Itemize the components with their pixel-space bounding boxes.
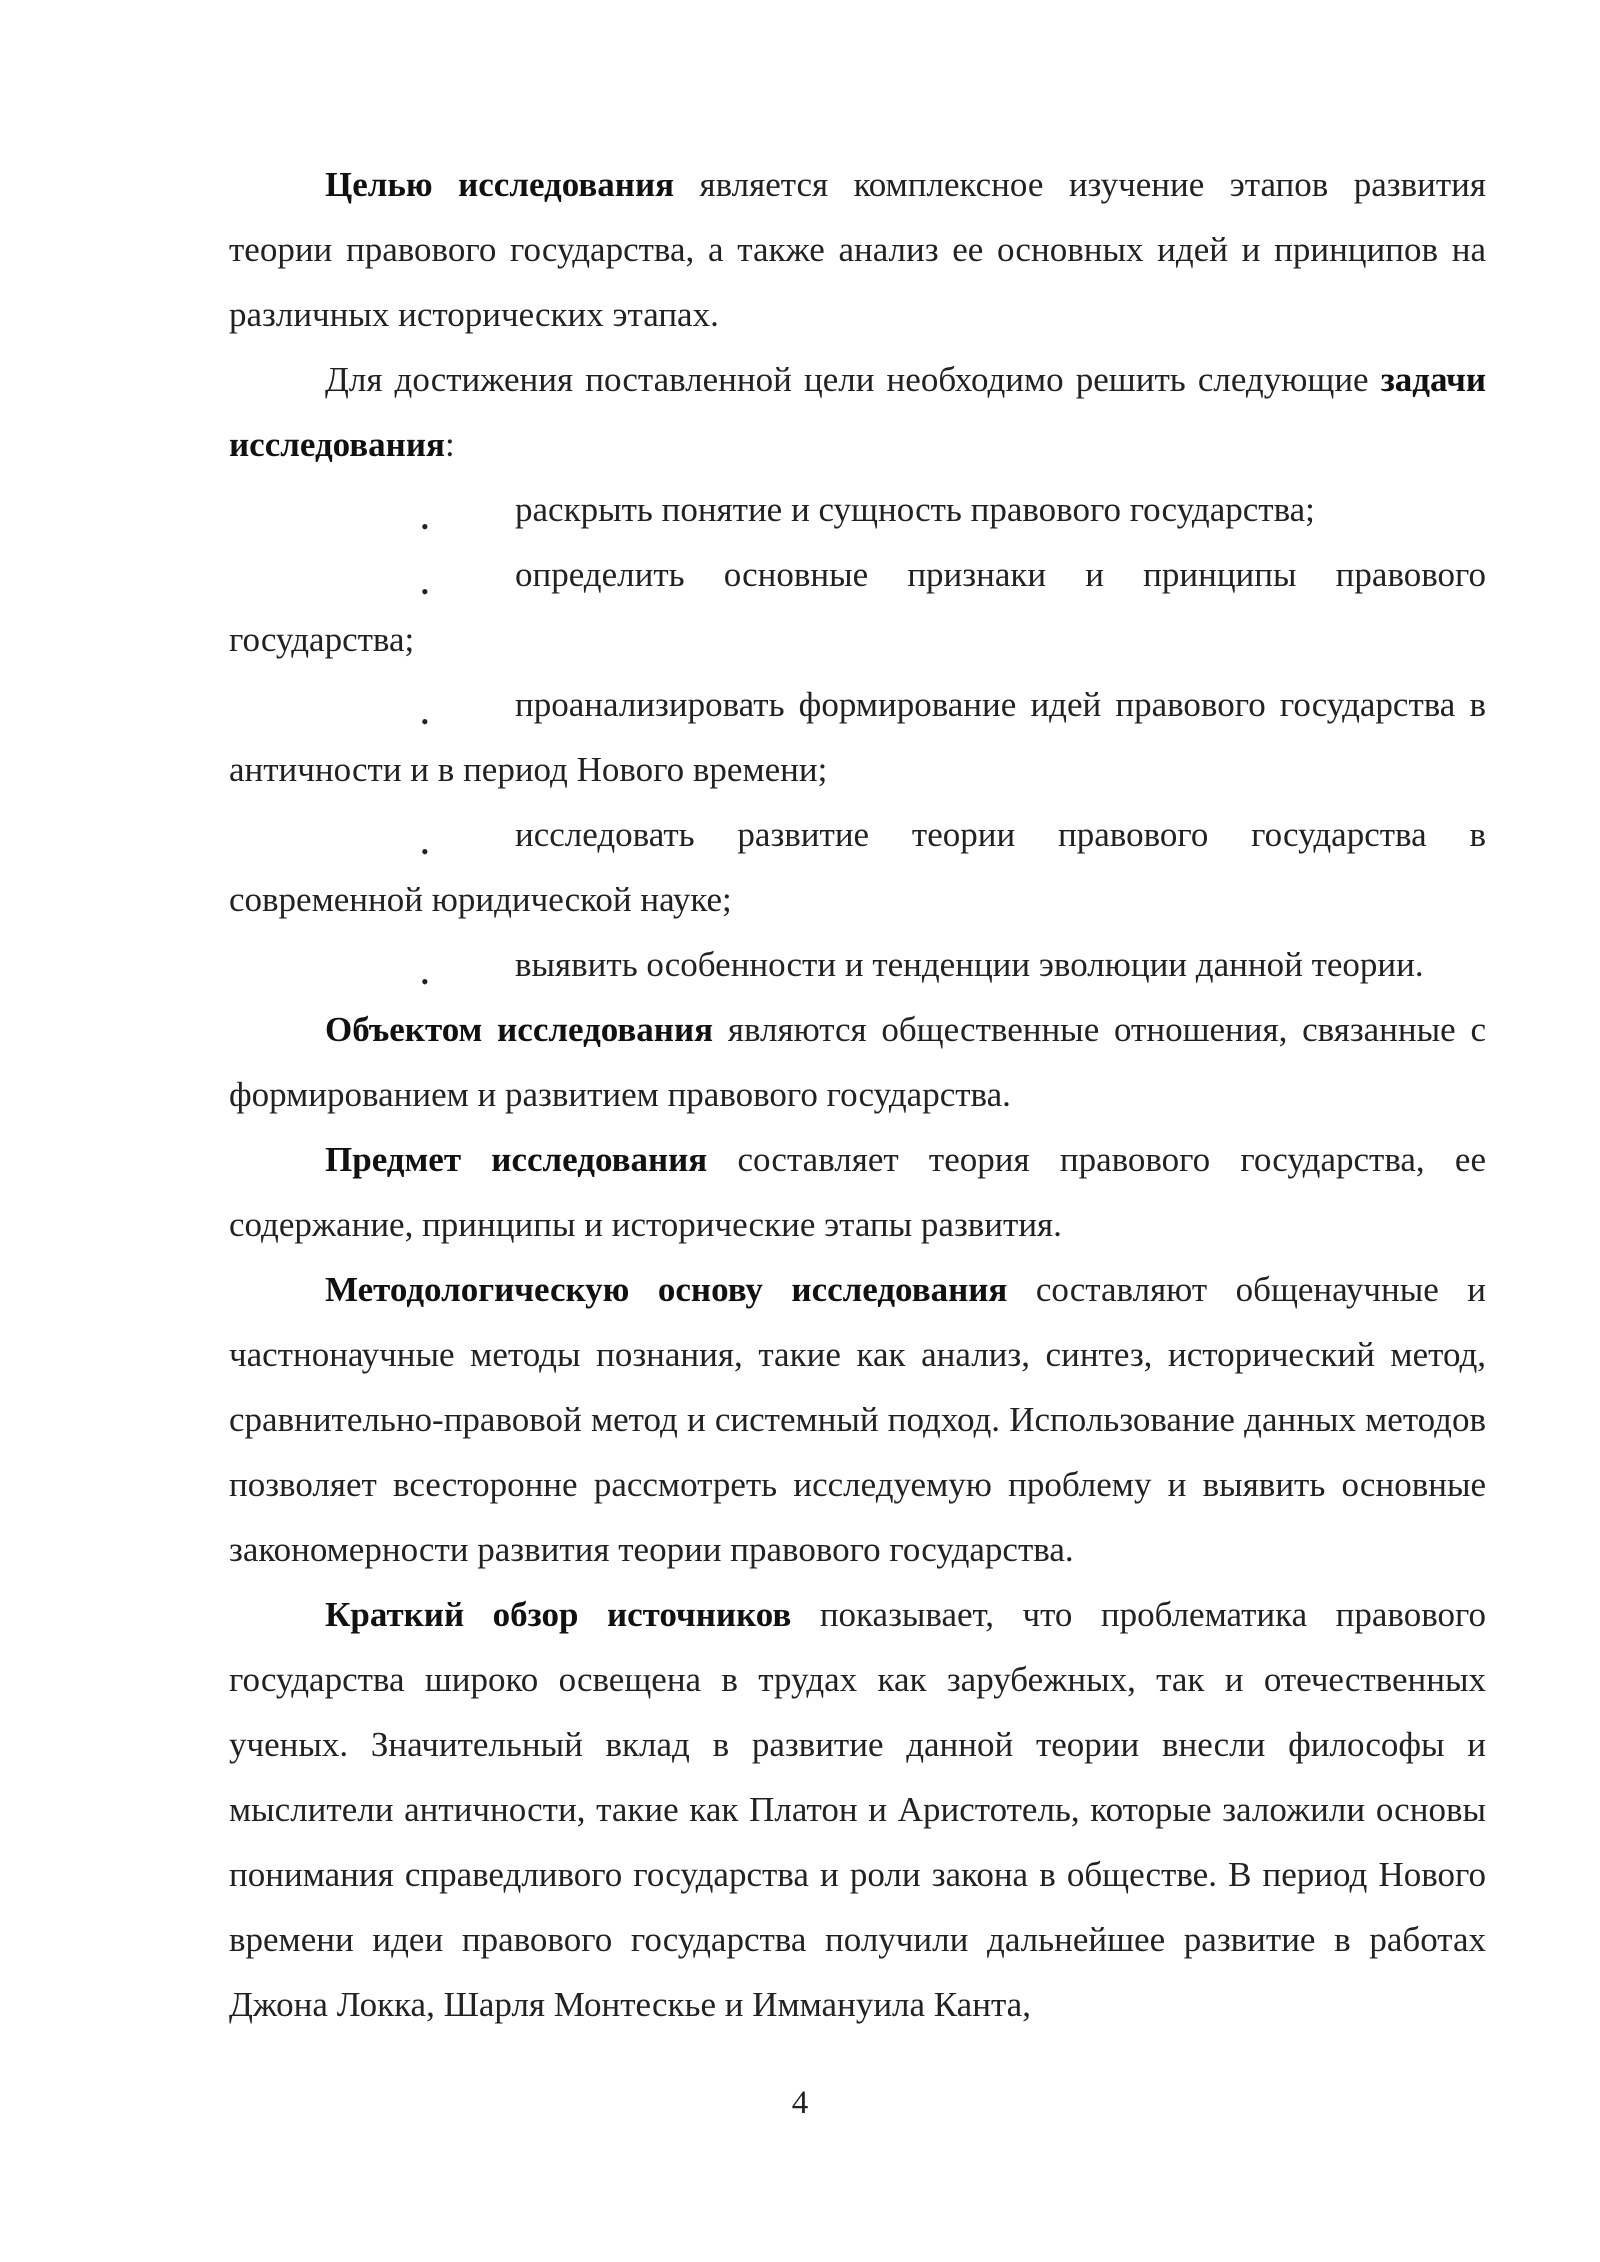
task-list-item: • раскрыть понятие и сущность правового государства; [421,490,1315,539]
term-research-goal: Целью исследования [325,165,675,204]
task-list-item: • определить основные признаки и принципы правового государства; [229,555,1486,659]
task-list-item: • исследовать развитие теории правового государства в современной юридической науке; [229,815,1486,919]
paragraph-text: Для достижения поставленной цели необходимо решить следующие [325,360,1369,399]
task-text: раскрыть понятие и сущность правового государства; [515,490,1315,529]
task-text: проанализировать формирование идей правового государства в античности и в период Нового времени; [229,685,1486,789]
task-text: исследовать развитие теории правового государства в современной юридической науке; [229,815,1486,919]
term-methodology: Методологическую основу исследования [325,1270,1008,1309]
document-body [229,152,1486,2037]
term-research-subject: Предмет исследования [325,1140,708,1179]
punctuation: : [444,425,455,464]
paragraph-text: показывает, что проблематика правового государства широко освещена в трудах как зарубежных, так и отечественных ученых. Значительный вклад в развитие данной теории внесли философы и мыслители античности, такие как Платон и Аристотель, которые заложили основы понимания справедливого государства и роли закона в обществе. В период Нового времени идеи правового государства получили дальнейшее развитие в работах Джона Локка, Шарля Монтескье и Иммануила Канта, [229,1595,1486,2024]
task-list-item: • выявить особенности и тенденции эволюции данной теории. [421,945,1424,994]
paragraph-methodology [229,1257,1486,1582]
paragraph-text: составляет теория правового государства, ее содержание, принципы и исторические этапы развития. [229,1140,1487,1244]
paragraph-research-object [229,997,1486,1127]
task-text: определить основные признаки и принципы правового государства; [229,555,1486,659]
paragraph-sources-review [229,1582,1486,2037]
page-number: 4 [791,2085,809,2121]
term-research-tasks: задачи исследования [229,360,1486,464]
paragraph-research-tasks-intro [229,347,1486,477]
term-sources-review: Краткий обзор источников [325,1595,792,1634]
task-text: выявить особенности и тенденции эволюции данной теории. [515,945,1424,984]
paragraph-text: являются общественные отношения, связанные с формированием и развитием правового государства. [229,1010,1486,1114]
task-list-item: • проанализировать формирование идей правового государства в античности и в период Нового времени; [229,685,1486,789]
paragraph-text: составляют общенаучные и частнонаучные методы познания, такие как анализ, синтез, исторический метод, сравнительно-правовой метод и системный подход. Использование данных методов позволяет всесторонне рассмотреть исследуемую проблему и выявить основные закономерности развития теории правового государства. [229,1270,1487,1569]
paragraph-research-goal [229,152,1486,347]
paragraph-text: является комплексное изучение этапов развития теории правового государства, а также анализ ее основных идей и принципов на различных исторических этапах. [229,165,1486,334]
paragraph-research-subject [229,1127,1486,1257]
term-research-object: Объектом исследования [325,1010,714,1049]
